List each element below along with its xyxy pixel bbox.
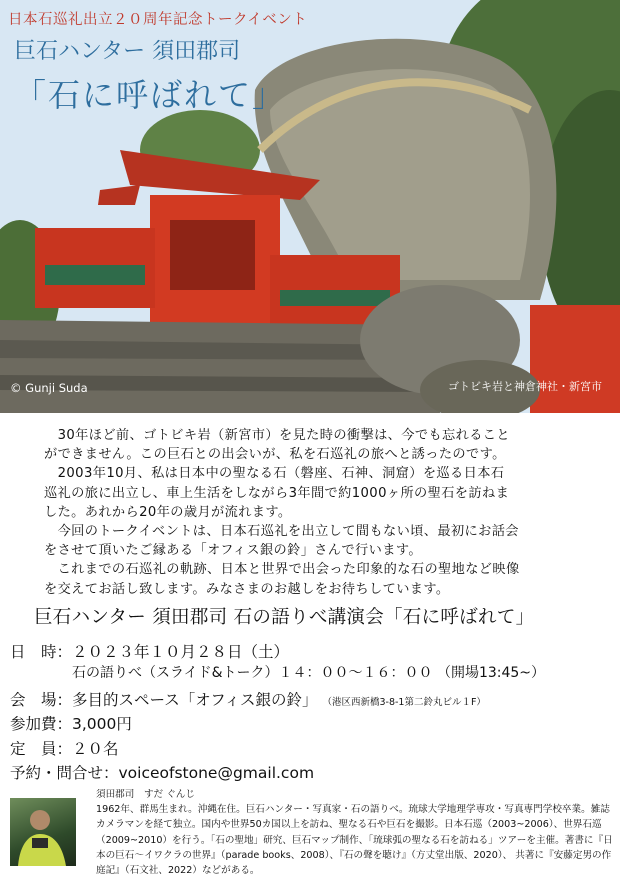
intro-text — [44, 426, 584, 599]
intro-line: これまでの石巡礼の軌跡、日本と世界で出会った印象的な石の聖地など映像 — [44, 562, 520, 578]
event-main-title: 「石に呼ばれて」 — [14, 76, 287, 114]
intro-line: 今回のトークイベントは、日本石巡礼を出立して間もない頃、最初にお話会 — [44, 524, 519, 540]
event-series-title: 日本石巡礼出立２０周年記念トークイベント — [8, 12, 308, 28]
lecture-title: 巨石ハンター 須田郡司 石の語りべ講演会「石に呼ばれて」 — [34, 607, 535, 628]
photo-credit: © Gunji Suda — [10, 381, 88, 395]
intro-line: ができません。この巨石との出会いが、私を石巡礼の旅へと誘ったのです。 — [44, 447, 506, 463]
speaker-profile — [96, 787, 616, 878]
intro-line: 30年ほど前、ゴトビキ岩（新宮市）を見た時の衝撃は、今でも忘れること — [44, 428, 510, 443]
speaker-title: 巨石ハンター 須田郡司 — [14, 39, 241, 64]
event-venue — [10, 688, 486, 710]
speaker-photo — [10, 798, 76, 866]
event-program: 石の語りべ（スライド&トーク）１４：００〜１６：００ （開場13:45~） — [72, 665, 546, 681]
speaker-name: 須田郡司 すだ ぐんじ — [96, 789, 195, 800]
speaker-portrait — [10, 798, 76, 866]
event-reservation: 予約・問合せ：voiceofstone@gmail.com — [10, 764, 315, 782]
event-capacity: 定 員：２０名 — [10, 740, 119, 758]
intro-line: を交えてお話し致します。みなさまのお越しをお待ちしています。 — [44, 581, 450, 597]
event-date: 日 時：２０２３年１０月２８日（土） — [10, 643, 290, 661]
intro-line: 巡礼の旅に出立し、車上生活をしながら3年間で約1000ヶ所の聖石を訪ねま — [44, 485, 510, 501]
speaker-bio: 1962年、群馬生まれ。沖縄在住。巨石ハンター・写真家・石の語りべ。琉球大学地理学専攻・写真専門学校卒業。雑誌カメラマンを経て独立。国内や世界50カ国以上を訪ね、聖なる石や巨石を撮影。日本石巡（2003~2006）、世界石巡（2009~2010）を行う。「石の聖地」研究、巨石マップ制作、「琉球弧の聖なる石を訪ねる」ツアーを主催。著書に『日本の巨石〜イワクラの世界』（parade books、2008）、『石の聲を聴け』（方丈堂出版、2020）、 共著に『安藤定男の作庭記』（石文社、2022）などがある。 — [96, 804, 613, 877]
intro-line: した。あれから20年の歳月が流れます。 — [44, 504, 292, 520]
venue-address: （港区西新橋3-8-1第二鈴丸ビル１F） — [322, 697, 486, 708]
intro-line: をさせて頂いたご縁ある「オフィス銀の鈴」さんで行います。 — [44, 543, 422, 559]
venue-name: 会 場：多目的スペース「オフィス銀の鈴」 — [10, 691, 318, 709]
event-fee: 参加費：3,000円 — [10, 715, 132, 733]
intro-line: 2003年10月、私は日本中の聖なる石（磐座、石神、洞窟）を巡る日本石 — [44, 466, 505, 482]
photo-caption: ゴトビキ岩と神倉神社・新宮市 — [448, 380, 602, 393]
hero-photo — [0, 0, 620, 413]
